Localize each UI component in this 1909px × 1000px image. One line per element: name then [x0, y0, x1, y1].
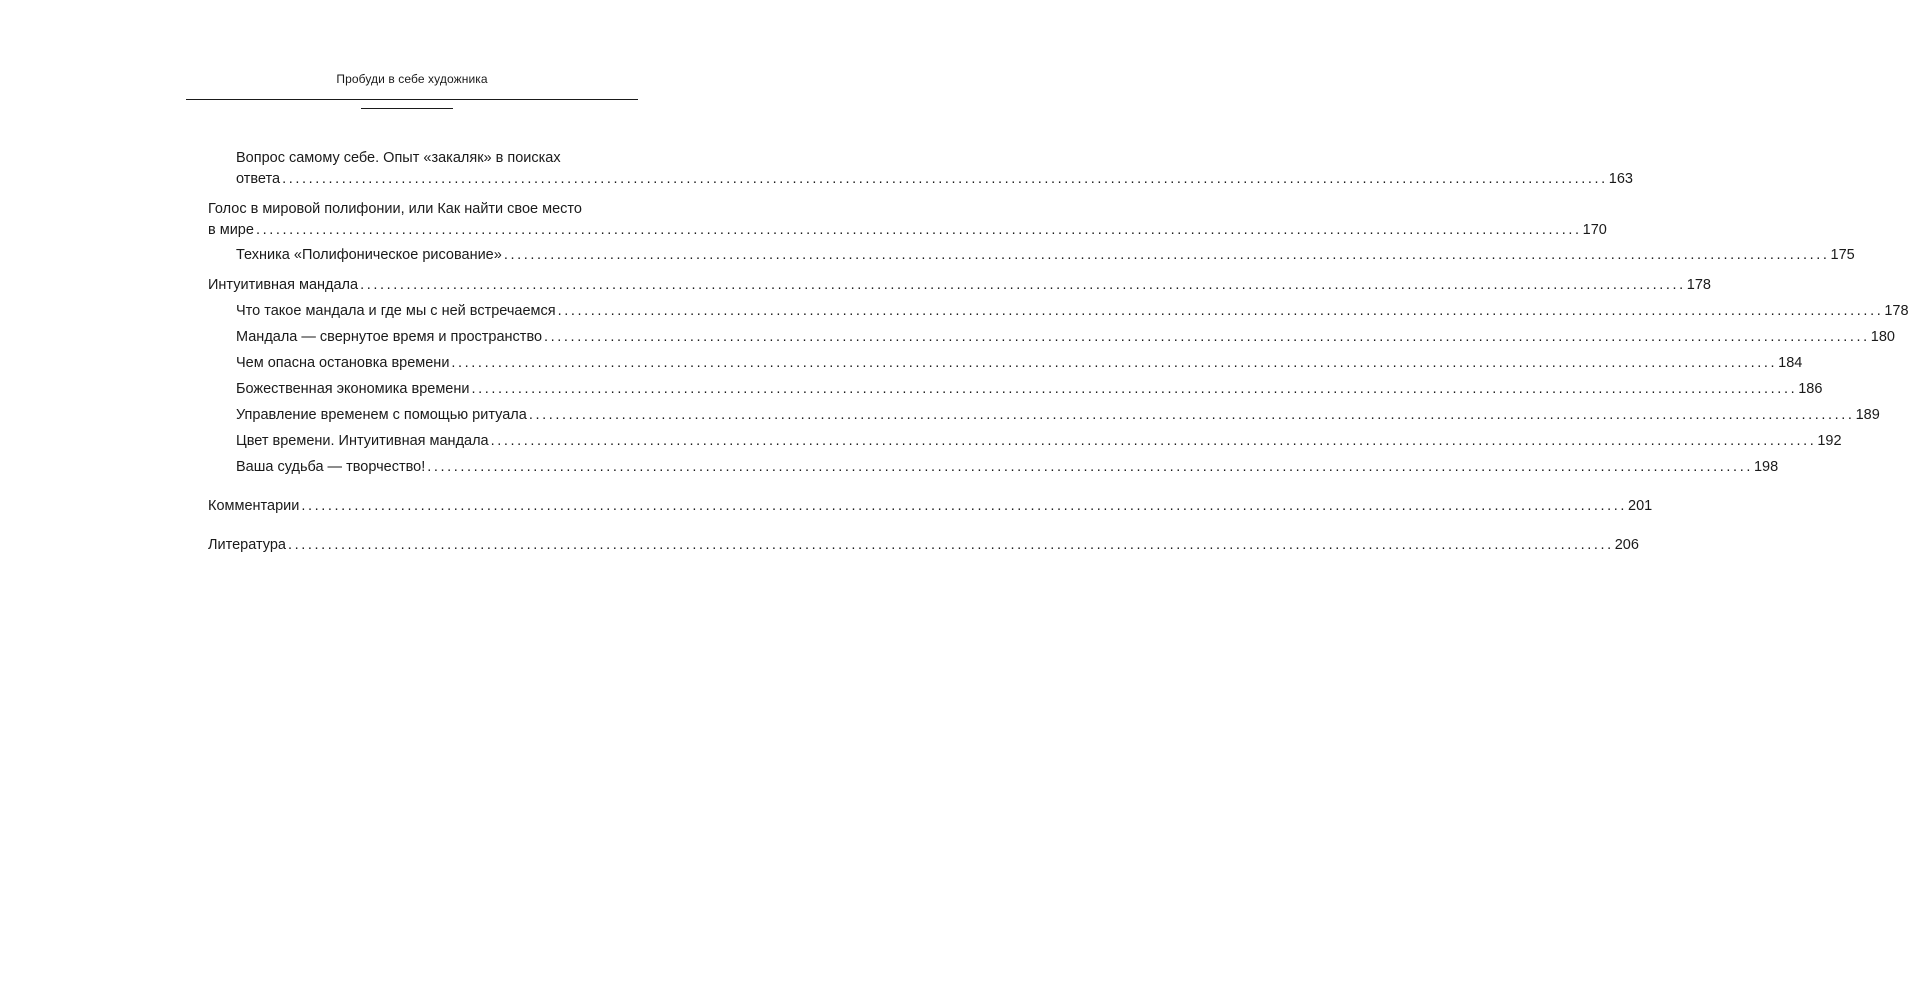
toc-page-number: 163 [1608, 171, 1633, 187]
toc-page-number: 178 [1884, 303, 1909, 319]
toc-entry [208, 275, 1711, 296]
table-of-contents [208, 148, 1909, 556]
dot-leader: ........................................................................................................................................................................................................ [451, 355, 1778, 371]
dot-leader: ........................................................................................................................................................................................................ [528, 407, 1855, 423]
toc-page-number: 184 [1778, 355, 1803, 371]
toc-entry-title-line: Вопрос самому себе. Опыт «закаляк» в поисках [236, 150, 561, 166]
toc-entry [208, 535, 1639, 556]
toc-entry-title: Комментарии [208, 498, 300, 514]
dot-leader: ........................................................................................................................................................................................................ [288, 537, 1614, 553]
toc-entry-title: Интуитивная мандала [208, 277, 359, 293]
toc-page-number: 192 [1817, 433, 1842, 449]
toc-page-number: 206 [1614, 537, 1639, 553]
dot-leader: ........................................................................................................................................................................................................ [255, 222, 1582, 238]
toc-entry-title: Ваша судьба — творчество! [236, 459, 426, 475]
toc-page-number: 170 [1582, 222, 1607, 238]
toc-entry-line [208, 496, 1653, 517]
toc-entry [208, 431, 1842, 452]
toc-entry-line [236, 405, 1880, 426]
toc-entry-title: ответа [236, 171, 281, 187]
toc-entry-title: Литература [208, 537, 286, 553]
toc-entry-title: Мандала — свернутое время и пространство [236, 329, 543, 345]
toc-entry-line [236, 353, 1803, 374]
toc-entry-line [208, 275, 1711, 296]
dot-leader: ........................................................................................................................................................................................................ [471, 381, 1798, 397]
toc-entry-title: в мире [208, 222, 254, 238]
dot-leader: ........................................................................................................................................................................................................ [557, 303, 1884, 319]
toc-entry-line [236, 245, 1855, 266]
toc-entry-line [236, 379, 1823, 400]
dot-leader: ........................................................................................................................................................................................................ [301, 498, 1628, 514]
dot-leader: ........................................................................................................................................................................................................ [360, 277, 1686, 293]
dot-leader: ........................................................................................................................................................................................................ [282, 171, 1608, 187]
dot-leader: ........................................................................................................................................................................................................ [427, 459, 1753, 475]
toc-page-number: 201 [1628, 498, 1653, 514]
toc-entry-title: Цвет времени. Интуитивная мандала [236, 433, 489, 449]
dot-leader: ........................................................................................................................................................................................................ [490, 433, 1817, 449]
toc-entry-title: Божественная экономика времени [236, 381, 470, 397]
toc-entry-title: Техника «Полифоническое рисование» [236, 247, 502, 263]
toc-entry-title: Что такое мандала и где мы с ней встречаемся [236, 303, 556, 319]
toc-entry [208, 199, 1607, 241]
toc-entry [208, 496, 1653, 517]
toc-entry [208, 353, 1803, 374]
toc-entry-line [208, 220, 1607, 241]
toc-entry [208, 405, 1880, 426]
toc-entry-line [236, 327, 1895, 348]
toc-entry [208, 379, 1823, 400]
toc-entry-title: Управление временем с помощью ритуала [236, 407, 527, 423]
toc-page-number: 175 [1830, 247, 1855, 263]
toc-entry [208, 457, 1779, 478]
toc-page-number: 178 [1686, 277, 1711, 293]
toc-entry-line [236, 169, 1633, 190]
toc-page-number: 198 [1753, 459, 1779, 475]
dot-leader: ........................................................................................................................................................................................................ [544, 329, 1870, 345]
dot-leader: ........................................................................................................................................................................................................ [503, 247, 1830, 263]
toc-entry-title-line: Голос в мировой полифонии, или Как найти свое место [208, 201, 582, 217]
toc-entry-line [236, 431, 1842, 452]
toc-entry [208, 148, 1633, 190]
header-rule [186, 99, 638, 100]
toc-page-number: 180 [1870, 329, 1895, 345]
toc-page-number: 186 [1798, 381, 1823, 397]
toc-entry-line [236, 457, 1779, 478]
toc-entry-title: Чем опасна остановка времени [236, 355, 450, 371]
running-header: Пробуди в себе художника [336, 72, 488, 86]
toc-entry [208, 301, 1909, 322]
toc-entry [208, 327, 1895, 348]
header-short-rule [361, 108, 453, 109]
toc-entry-line [236, 301, 1909, 322]
toc-entry-line [208, 535, 1639, 556]
toc-entry [208, 245, 1855, 266]
toc-page-number: 189 [1855, 407, 1880, 423]
